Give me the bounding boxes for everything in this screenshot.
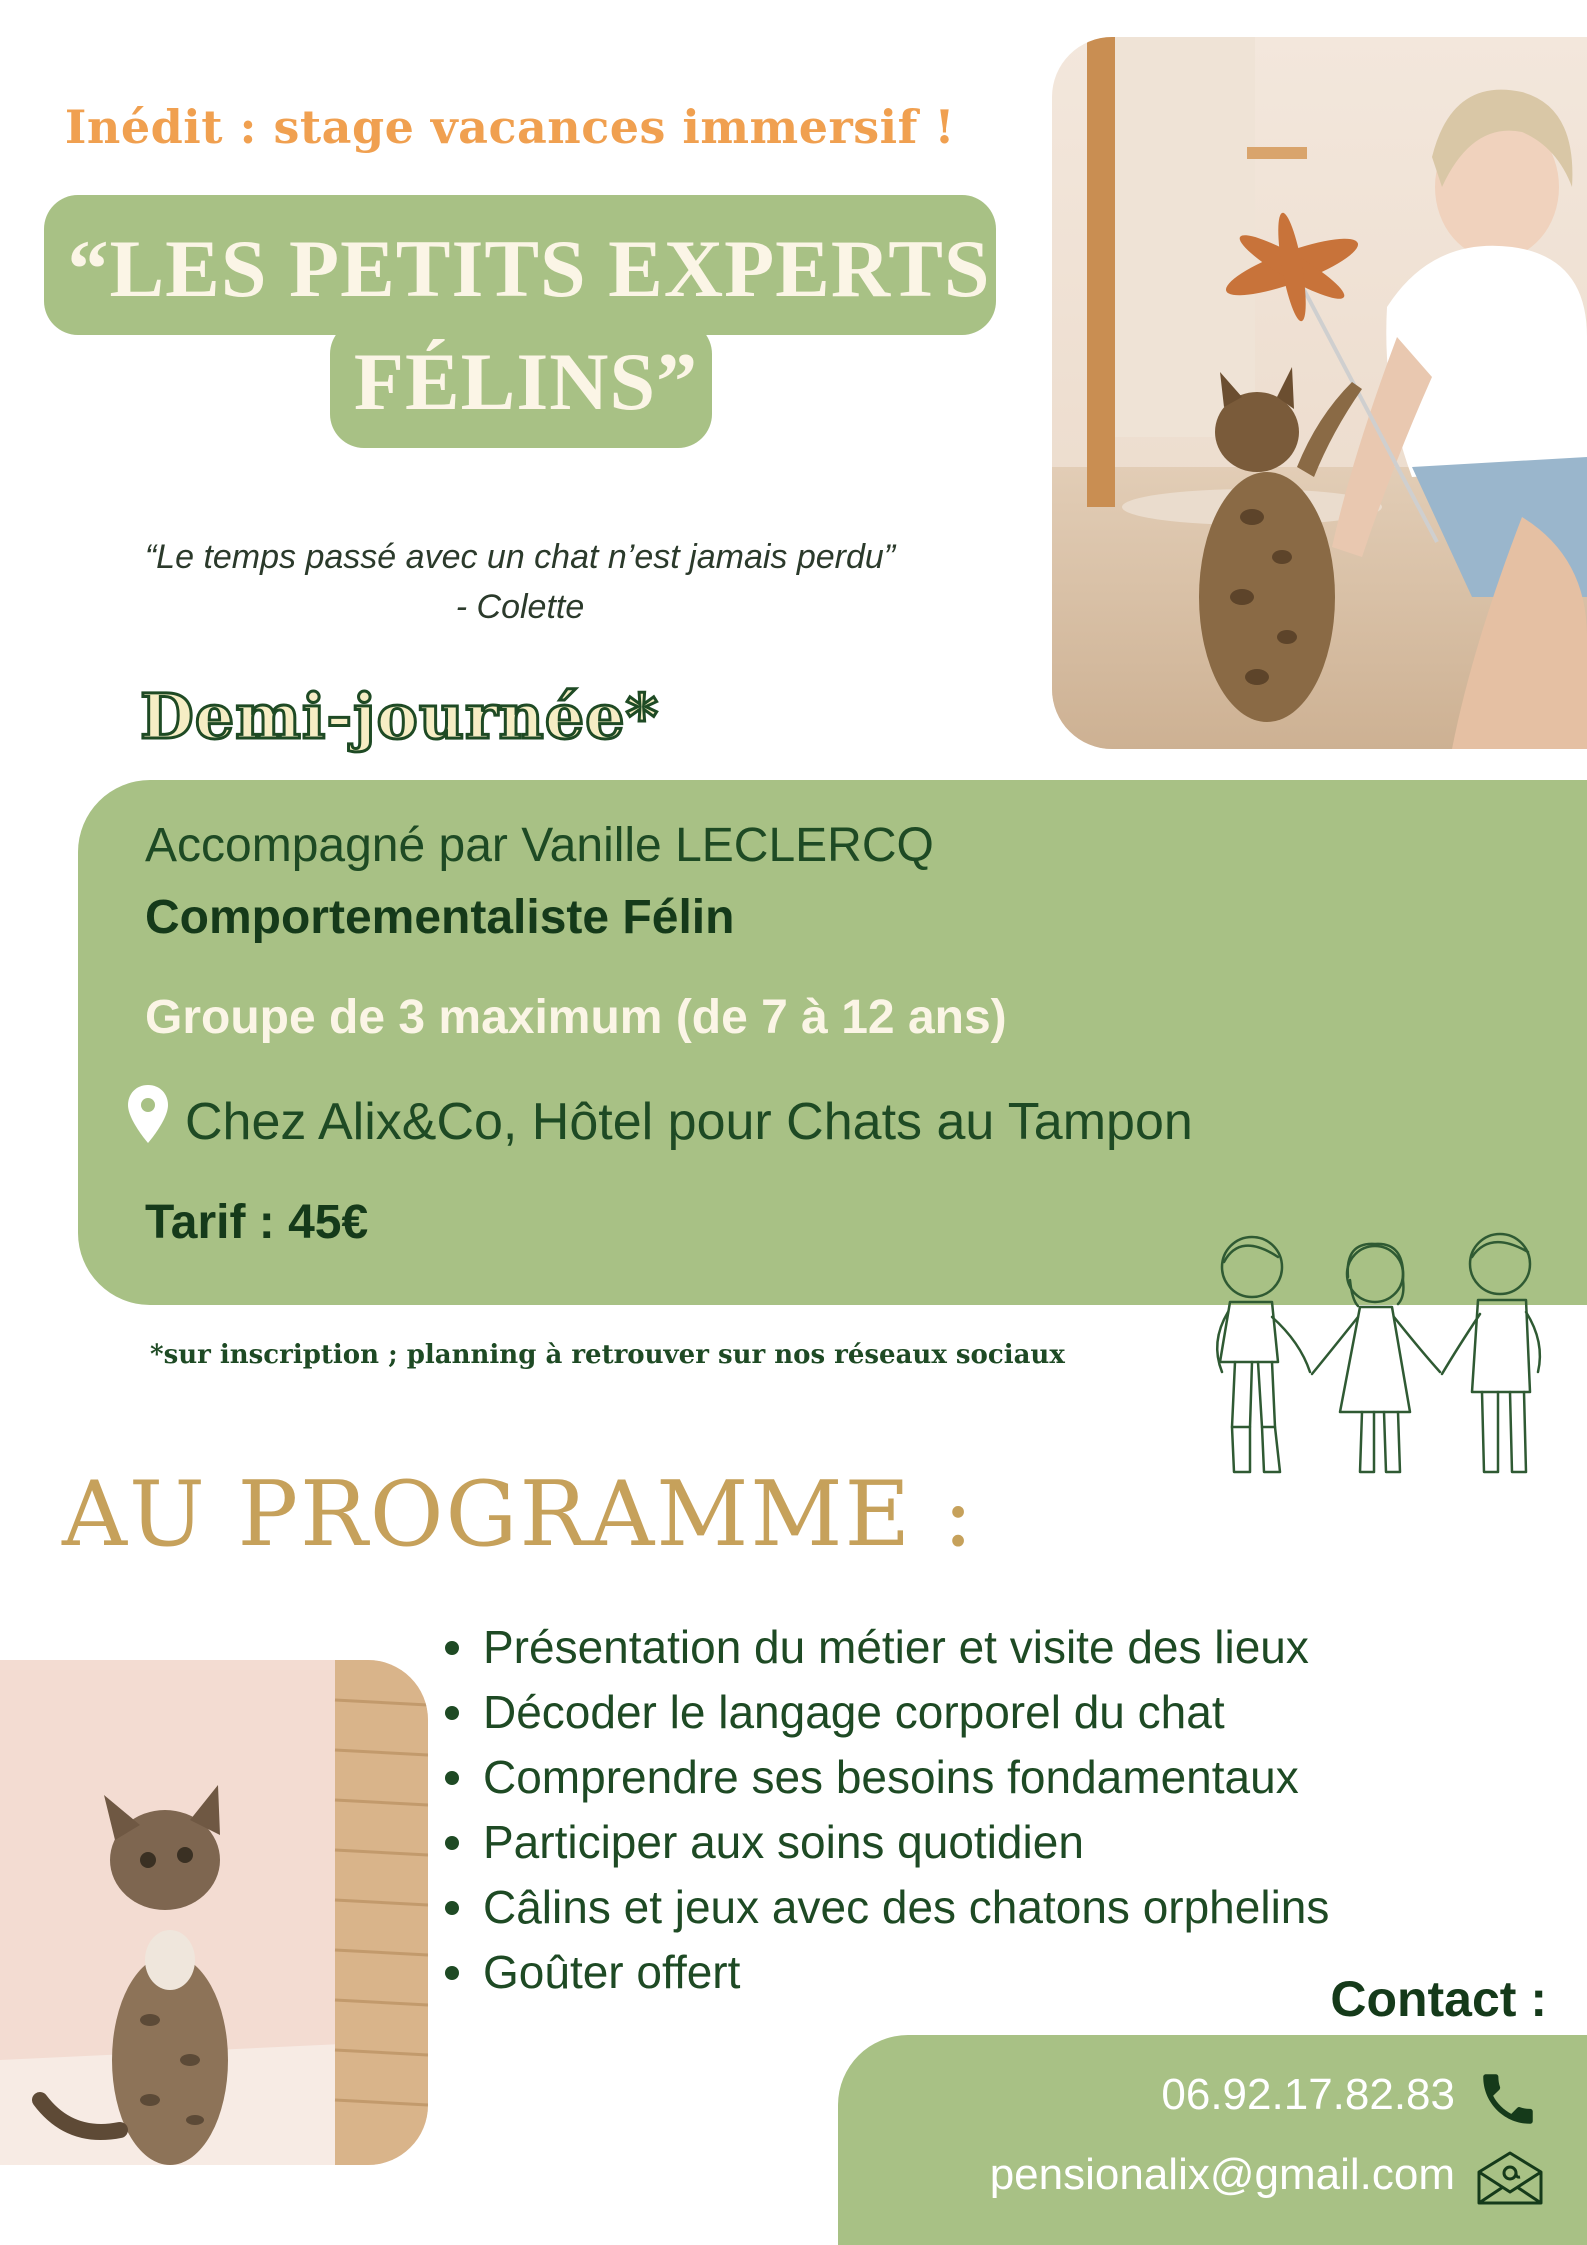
programme-item-text: Participer aux soins quotidien — [483, 1816, 1084, 1868]
programme-item-text: Décoder le langage corporel du chat — [483, 1686, 1225, 1738]
registration-footnote: *sur inscription ; planning à retrouver sur nos réseaux sociaux — [150, 1340, 1065, 1370]
map-pin-icon — [125, 1083, 171, 1147]
programme-heading: AU PROGRAMME : — [62, 1462, 976, 1567]
group-size: Groupe de 3 maximum (de 7 à 12 ans) — [145, 991, 1007, 1044]
list-item — [445, 1745, 1329, 1810]
guide-text: Accompagné par Vanille LECLERCQ — [145, 819, 934, 872]
location-text: Chez Alix&Co, Hôtel pour Chats au Tampon — [185, 1093, 1193, 1151]
format-label: Demi-journée* — [140, 680, 660, 753]
phone-icon — [1475, 2066, 1541, 2132]
page-title-line1: “LES PETITS EXPERTS — [67, 223, 991, 314]
list-item — [445, 1615, 1329, 1680]
envelope-icon — [1475, 2150, 1545, 2206]
list-item — [445, 1875, 1329, 1940]
quote-text: “Le temps passé avec un chat n’est jamais perdu” — [144, 538, 896, 576]
bullet-dot-icon — [445, 1901, 459, 1915]
guide-role: Comportementaliste Félin — [145, 891, 735, 944]
phone-number[interactable]: 06.92.17.82.83 — [1161, 2070, 1455, 2119]
quote-author: - Colette — [455, 588, 585, 626]
bullet-dot-icon — [445, 1836, 459, 1850]
programme-list — [445, 1615, 1329, 2005]
bullet-dot-icon — [445, 1706, 459, 1720]
children-holding-hands-illustration — [1200, 1222, 1560, 1490]
bullet-dot-icon — [445, 1641, 459, 1655]
email-address[interactable]: pensionalix@gmail.com — [989, 2150, 1455, 2199]
list-item — [445, 1810, 1329, 1875]
list-item — [445, 1680, 1329, 1745]
woman-playing-with-cat-photo — [1052, 37, 1587, 749]
event-kicker: Inédit : stage vacances immersif ! — [64, 100, 956, 154]
page-title-line2: FÉLINS” — [353, 336, 699, 427]
bullet-dot-icon — [445, 1771, 459, 1785]
contact-heading: Contact : — [1330, 1971, 1547, 2027]
programme-item-text: Comprendre ses besoins fondamentaux — [483, 1751, 1299, 1803]
kitten-photo — [0, 1660, 428, 2165]
price-text: Tarif : 45€ — [145, 1196, 369, 1249]
programme-item-text: Câlins et jeux avec des chatons orphelins — [483, 1881, 1330, 1933]
programme-item-text: Présentation du métier et visite des lieux — [483, 1621, 1309, 1673]
programme-item-text: Goûter offert — [483, 1946, 741, 1998]
bullet-dot-icon — [445, 1966, 459, 1980]
